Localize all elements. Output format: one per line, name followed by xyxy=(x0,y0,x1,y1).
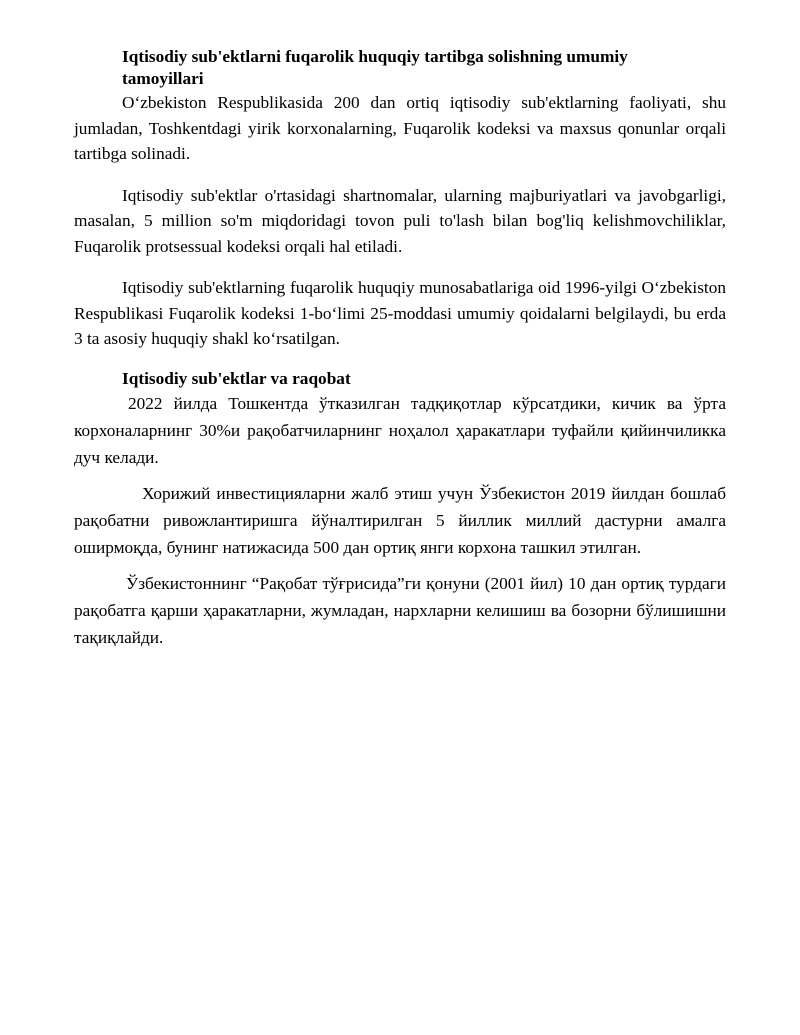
paragraph-2: Iqtisodiy sub'ektlar o'rtasidagi shartnomalar, ularning majburiyatlari va javobgarligi, masalan, 5 million so'm miqdoridagi tovon puli to'lash bilan bog'liq kelishmovchiliklar, Fuqarolik protsessual kodeksi orqali hal etiladi. xyxy=(74,185,726,256)
section-heading-competition: Iqtisodiy sub'ektlar va raqobat xyxy=(122,368,351,388)
paragraph-4: 2022 йилда Тошкентда ўтказилган тадқиқотлар кўрсатдики, кичик ва ўрта корхоналарнинг 30%и рақобатчиларнинг ноҳалол ҳаракатлари туфайли қийинчиликка дуч келади. xyxy=(74,393,726,467)
paragraph-6: Ўзбекистоннинг “Рақобат тўғрисида”ги қонуни (2001 йил) 10 дан ортиқ турдаги рақобатга қарши ҳаракатларни, жумладан, нархларни келишиш ва бозорни бўлишишни тақиқлайди. xyxy=(74,573,726,647)
document-page xyxy=(74,46,726,651)
paragraph-5: Хорижий инвестицияларни жалб этиш учун Ўзбекистон 2019 йилдан бошлаб рақобатни ривожлантиришга йўналтирилган 5 йиллик миллий дастурни амалга оширмоқда, бунинг натижасида 500 дан ортиқ янги корхона ташкил этилган. xyxy=(74,483,726,557)
paragraph-3: Iqtisodiy sub'ektlarning fuqarolik huquqiy munosabatlariga oid 1996-yilgi O‘zbekiston Respublikasi Fuqarolik kodeksi 1-bo‘limi 25-moddasi umumiy qoidalarni belgilaydi, bu erda 3 ta asosiy huquqiy shakl ko‘rsatilgan. xyxy=(74,278,726,348)
paragraph-1: O‘zbekiston Respublikasida 200 dan ortiq iqtisodiy sub'ektlarning faoliyati, shu jumladan, Toshkentdagi yirik korxonalarning, Fuqarolik kodeksi va maxsus qonunlar orqali tartibga solinadi. xyxy=(74,93,726,163)
section-heading-civil-law: Iqtisodiy sub'ektlarni fuqarolik huquqiy tartibga solishning umumiy tamoyillari xyxy=(122,47,628,88)
